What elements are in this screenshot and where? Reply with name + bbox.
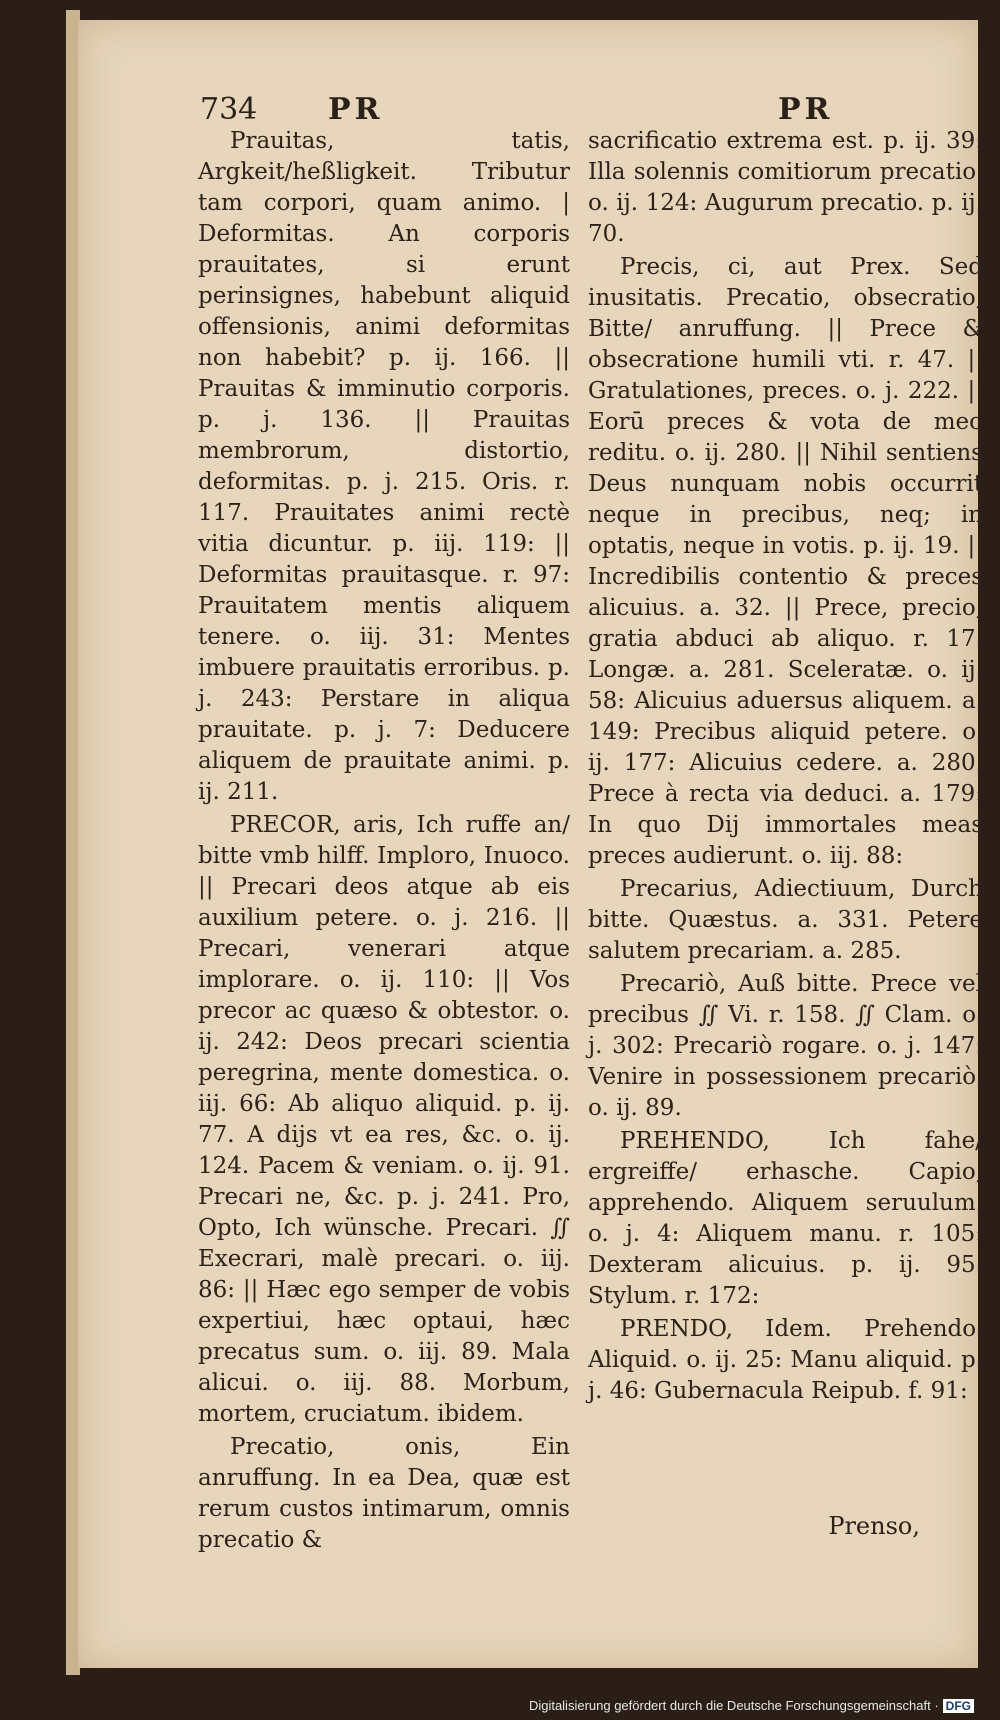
entry-precor: PRECOR, aris, Ich ruffe an/ bitte vmb hilff. Imploro, Inuoco. || Precari deos atque ab eis auxilium petere. o. j. 216. || Precari, venerari atque implorare. o. ij. 110: || Vos precor ac quæso & obtestor. o. ij. 242: Deos precari scientia peregrina, mente domestica. o. iij. 66: Ab aliquo aliquid. p. ij. 77. A dijs vt ea res, &c. o. ij. 124. Pacem & veniam. o. ij. 91. Precari ne, &c. p. j. 241. Pro, Opto, Ich wünsche. Precari. ∬ Execrari, malè precari. o. iij. 86: || Hæc ego semper de vobis expertiui, hæc optaui, hæc precatus sum. o. iij. 89. Mala alicui. o. iij. 88. Morbum, mortem, cruciatum. ibidem. xyxy=(198,812,570,1427)
entry-precatio-continued: sacrificatio extrema est. p. ij. 39: Illa solennis comitiorum precatio. o. ij. 124: Augurum precatio. p. ij. 70. xyxy=(588,128,983,247)
entry-prehendo: PREHENDO, Ich fahe/ ergreiffe/ erhasche. Capio, apprehendo. Aliquem seruulum. o. j. 4: Aliquem manu. r. 105: Dexteram alicuius. p. ij. 95. Stylum. r. 172: xyxy=(588,1128,983,1309)
running-header xyxy=(200,92,920,128)
dfg-logo: DFG xyxy=(943,1699,974,1713)
page-number: 734 xyxy=(200,92,258,127)
digitization-credit xyxy=(529,1698,974,1713)
credit-text: Digitalisierung gefördert durch die Deutsche Forschungsgemeinschaft · xyxy=(528,1698,939,1713)
right-heading: PR xyxy=(778,92,834,127)
entry-precario: Precariò, Auß bitte. Prece vel precibus ∬ Vi. r. 158. ∬ Clam. o. j. 302: Precariò rogare. o. j. 147: Venire in possessionem precariò. o. ij. 89. xyxy=(588,971,983,1121)
left-column xyxy=(198,126,570,1558)
left-heading: PR xyxy=(328,92,384,127)
entry-prendo: PRENDO, Idem. Prehendo. Aliquid. o. ij. 25: Manu aliquid. p. j. 46: Gubernacula Reipub. f. 91: xyxy=(588,1316,983,1404)
right-column xyxy=(588,126,983,1409)
entry-precis: Precis, ci, aut Prex. Sed inusitatis. Precatio, obsecratio, Bitte/ anruffung. || Prece & obsecratione humili vti. r. 47. || Gratulationes, preces. o. j. 222. || Eorū preces & vota de meo reditu. o. ij. 280. || Nihil sentiens Deus nunquam nobis occurrit neque in precibus, neq; in optatis, neque in votis. p. ij. 19. || Incredibilis contentio & preces alicuius. a. 32. || Prece, precio, gratia abduci ab aliquo. r. 17. Longæ. a. 281. Sceleratæ. o. ij. 58: Alicuius aduersus aliquem. a. 149: Precibus aliquid petere. o. ij. 177: Alicuius cedere. a. 280. Prece à recta via deduci. a. 179: In quo Dij immortales meas preces audierunt. o. iij. 88: xyxy=(588,254,983,869)
catchword: Prenso, xyxy=(828,1512,920,1540)
entry-precarius: Precarius, Adiectiuum, Durch bitte. Quæstus. a. 331. Petere salutem precariam. a. 285. xyxy=(588,876,983,964)
entry-prauitas: Prauitas, tatis, Argkeit/heßligkeit. Tributur tam corpori, quam animo. | Deformitas. An corporis prauitates, si erunt perinsignes, habebunt aliquid offensionis, animi deformitas non habebit? p. ij. 166. || Prauitas & imminutio corporis. p. j. 136. || Prauitas membrorum, distortio, deformitas. p. j. 215. Oris. r. 117. Prauitates animi rectè vitia dicuntur. p. iij. 119: || Deformitas prauitasque. r. 97: Prauitatem mentis aliquem tenere. o. iij. 31: Mentes imbuere prauitatis erroribus. p. j. 243: Perstare in aliqua prauitate. p. j. 7: Deducere aliquem de prauitate animi. p. ij. 211. xyxy=(198,128,570,805)
entry-precatio: Precatio, onis, Ein anruffung. In ea Dea, quæ est rerum custos intimarum, omnis precatio & xyxy=(198,1434,570,1553)
